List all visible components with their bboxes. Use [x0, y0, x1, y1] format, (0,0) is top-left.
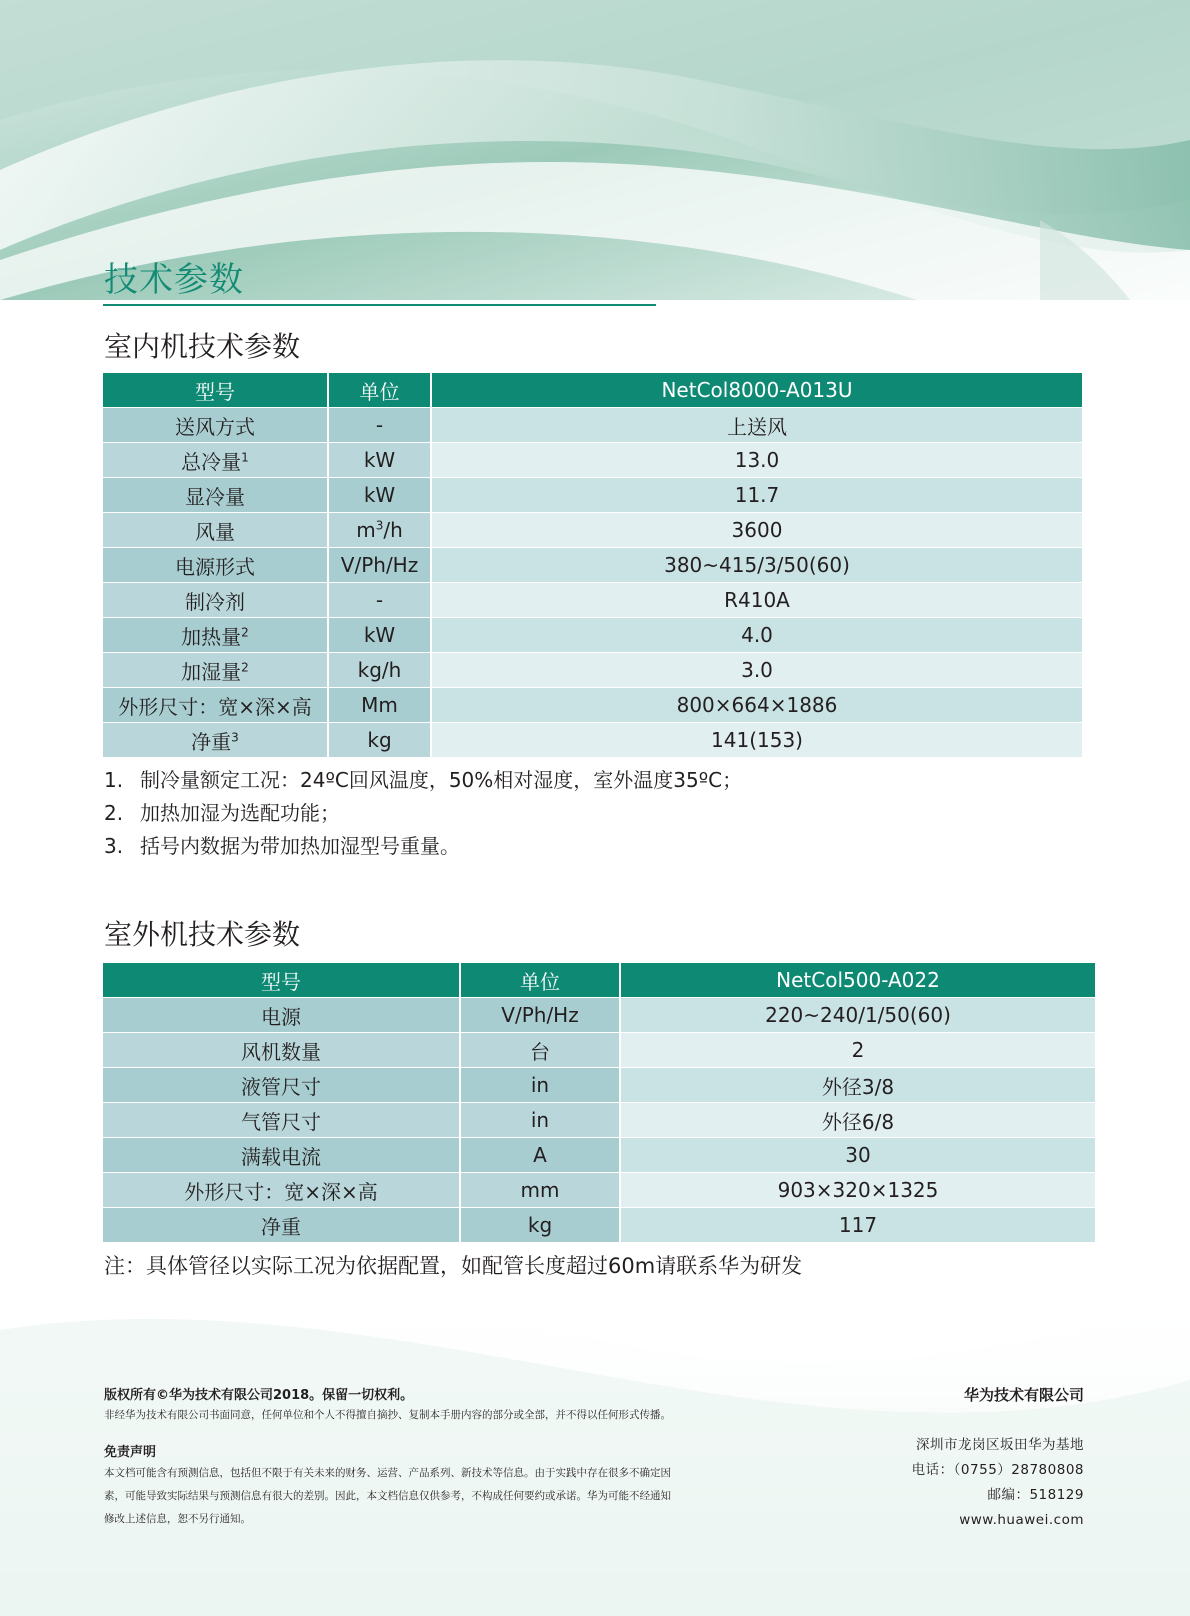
footnote-marker: 1 — [241, 449, 249, 464]
param-unit: in — [461, 1068, 621, 1103]
table-row — [103, 583, 1082, 618]
param-value: 380~415/3/50(60) — [432, 548, 1082, 583]
param-unit: kW — [329, 618, 432, 653]
table-row — [103, 408, 1082, 443]
param-value: 30 — [621, 1138, 1095, 1173]
param-value: 117 — [621, 1208, 1095, 1243]
param-unit: kW — [329, 443, 432, 478]
outdoor-spec-table — [103, 963, 1095, 1243]
disclaimer-title: 免责声明 — [104, 1445, 157, 1460]
param-value: 外径6/8 — [621, 1103, 1095, 1138]
param-name: 电源 — [103, 998, 461, 1033]
param-value: 220~240/1/50(60) — [621, 998, 1095, 1033]
title-divider — [103, 304, 656, 306]
footnote-marker: 3 — [231, 729, 239, 744]
table-row — [103, 478, 1082, 513]
param-name: 电源形式 — [103, 548, 329, 583]
outdoor-note: 注：具体管径以实际工况为依据配置，如配管长度超过60m请联系华为研发 — [104, 1254, 803, 1278]
section-title: 技术参数 — [104, 260, 244, 300]
footer-legal — [104, 1384, 764, 1531]
param-name: 外形尺寸：宽×深×高 — [103, 1173, 461, 1208]
note-number: 2. — [104, 801, 124, 825]
note-text: 括号内数据为带加热加湿型号重量。 — [140, 834, 460, 858]
company-phone: 电话：（0755）28780808 — [911, 1462, 1084, 1478]
table-row — [103, 723, 1082, 758]
param-value: 3600 — [432, 513, 1082, 548]
param-unit: $m^3/h$ — [329, 513, 432, 548]
header-model-value: NetCol500-A022 — [621, 963, 1095, 998]
company-website[interactable]: www.huawei.com — [959, 1512, 1084, 1528]
note-number: 3. — [104, 834, 124, 858]
param-name: 制冷剂 — [103, 583, 329, 618]
copyright-detail: 非经华为技术有限公司书面同意，任何单位和个人不得擅自摘抄、复制本手册内容的部分或全部，并不得以任何形式传播。 — [104, 1409, 671, 1421]
param-unit: A — [461, 1138, 621, 1173]
header-model: 型号 — [103, 373, 329, 408]
param-unit: in — [461, 1103, 621, 1138]
param-name: 气管尺寸 — [103, 1103, 461, 1138]
table-row — [103, 1208, 1095, 1243]
param-name: 满载电流 — [103, 1138, 461, 1173]
param-value: 13.0 — [432, 443, 1082, 478]
indoor-spec-title: 室内机技术参数 — [104, 330, 301, 363]
param-unit: kg/h — [329, 653, 432, 688]
disclaimer-line: 素，可能导致实际结果与预测信息有很大的差别。因此，本文档信息仅供参考，不构成任何要约或承诺。华为可能不经通知 — [104, 1490, 671, 1502]
param-name: 总冷量$^1$ — [103, 443, 329, 478]
footnote-marker: 2 — [241, 624, 249, 639]
param-name: 液管尺寸 — [103, 1068, 461, 1103]
param-unit: - — [329, 408, 432, 443]
table-row — [103, 513, 1082, 548]
disclaimer-line: 本文档可能含有预测信息，包括但不限于有关未来的财务、运营、产品系列、新技术等信息。由于实践中存在很多不确定因 — [104, 1467, 671, 1479]
company-postcode: 邮编：518129 — [987, 1487, 1084, 1503]
table-row — [103, 1068, 1095, 1103]
param-value: 4.0 — [432, 618, 1082, 653]
param-value: 2 — [621, 1033, 1095, 1068]
param-unit: kg — [461, 1208, 621, 1243]
param-unit: V/Ph/Hz — [461, 998, 621, 1033]
note-item — [104, 830, 742, 863]
param-name: 净重 — [103, 1208, 461, 1243]
param-value: 上送风 — [432, 408, 1082, 443]
param-unit: 台 — [461, 1033, 621, 1068]
table-row — [103, 1033, 1095, 1068]
indoor-spec-table — [103, 373, 1082, 758]
header-model-value: NetCol8000-A013U — [432, 373, 1082, 408]
note-text: 制冷量额定工况：24ºC回风温度，50%相对湿度，室外温度35ºC； — [140, 768, 743, 792]
param-value: 外径3/8 — [621, 1068, 1095, 1103]
param-unit: - — [329, 583, 432, 618]
disclaimer-line: 修改上述信息，恕不另行通知。 — [104, 1513, 251, 1525]
param-unit: mm — [461, 1173, 621, 1208]
outdoor-spec-title: 室外机技术参数 — [104, 918, 301, 951]
footer-contact — [912, 1384, 1084, 1533]
param-name: 净重$^3$ — [103, 723, 329, 758]
company-name: 华为技术有限公司 — [963, 1386, 1084, 1404]
note-item — [104, 764, 742, 797]
table-row — [103, 1173, 1095, 1208]
table-header-row — [103, 963, 1095, 998]
table-row — [103, 688, 1082, 723]
param-unit: Mm — [329, 688, 432, 723]
footnote-marker: 2 — [241, 659, 249, 674]
copyright-text: 版权所有©华为技术有限公司2018。保留一切权利。 — [104, 1388, 414, 1403]
param-value: 141(153) — [432, 723, 1082, 758]
param-name: 送风方式 — [103, 408, 329, 443]
header-unit: 单位 — [461, 963, 621, 998]
table-row — [103, 653, 1082, 688]
param-value: 903×320×1325 — [621, 1173, 1095, 1208]
indoor-notes — [104, 764, 742, 863]
header-model: 型号 — [103, 963, 461, 998]
company-address: 深圳市龙岗区坂田华为基地 — [916, 1437, 1084, 1453]
table-row — [103, 618, 1082, 653]
param-name: 加湿量$^2$ — [103, 653, 329, 688]
table-row — [103, 443, 1082, 478]
note-number: 1. — [104, 768, 124, 792]
param-name: 加热量$^2$ — [103, 618, 329, 653]
note-item — [104, 797, 742, 830]
table-header-row — [103, 373, 1082, 408]
table-row — [103, 548, 1082, 583]
param-unit: kW — [329, 478, 432, 513]
param-name: 风量 — [103, 513, 329, 548]
note-text: 加热加湿为选配功能； — [140, 801, 340, 825]
param-unit: kg — [329, 723, 432, 758]
param-value: R410A — [432, 583, 1082, 618]
table-row — [103, 1138, 1095, 1173]
unit-exponent: 3 — [375, 518, 384, 533]
param-value: 3.0 — [432, 653, 1082, 688]
param-value: 11.7 — [432, 478, 1082, 513]
param-name: 显冷量 — [103, 478, 329, 513]
param-unit: V/Ph/Hz — [329, 548, 432, 583]
param-name: 风机数量 — [103, 1033, 461, 1068]
header-unit: 单位 — [329, 373, 432, 408]
table-row — [103, 1103, 1095, 1138]
param-name: 外形尺寸：宽×深×高 — [103, 688, 329, 723]
param-value: 800×664×1886 — [432, 688, 1082, 723]
table-row — [103, 998, 1095, 1033]
